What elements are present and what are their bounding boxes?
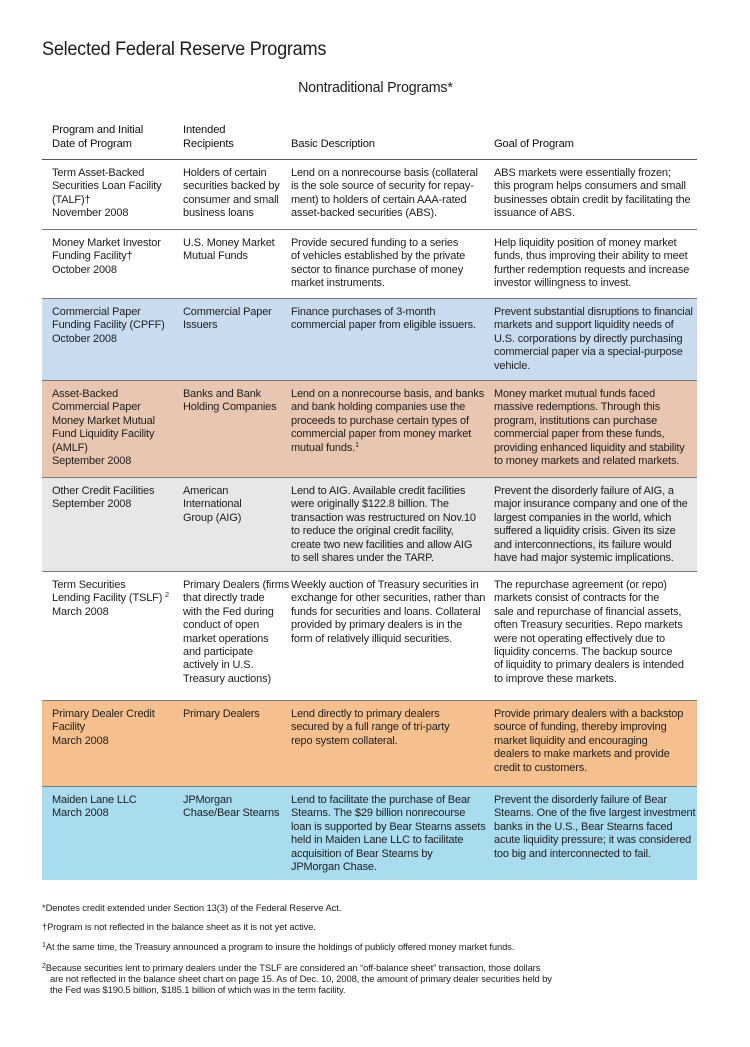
program-line: March 2008	[52, 734, 109, 747]
description-line: asset-backed securities (ABS).	[291, 207, 437, 220]
goal-line: credit to customers.	[494, 761, 587, 774]
program-line: October 2008	[52, 332, 117, 345]
table-row	[42, 230, 697, 299]
program-cell	[42, 708, 174, 786]
description-line: mutual funds.$^1$	[291, 441, 359, 454]
goal-line: The repurchase agreement (or repo)	[494, 579, 667, 591]
table-row	[42, 381, 697, 478]
goal-line: liquidity concerns. The backup source	[494, 646, 673, 659]
footnote-line	[42, 973, 722, 984]
recipients-cell	[174, 485, 282, 571]
program-line: Facility	[52, 721, 86, 734]
footnote-text: Denotes credit extended under Section 13(3) of the Federal Reserve Act.	[45, 902, 342, 913]
goal-line: providing enhanced liquidity and stability	[494, 441, 685, 454]
footnote-text: Because securities lent to primary dealers under the TSLF are considered an “off-balance sheet” transaction, those dollars	[45, 961, 541, 973]
description-cell	[282, 388, 485, 477]
program-line: September 2008	[52, 498, 132, 511]
description-line: Lend on a nonrecourse basis, and banks	[291, 388, 485, 400]
description-line: Lend to AIG. Available credit facilities	[291, 485, 466, 497]
program-line: (TALF)†	[52, 193, 91, 206]
description-line: secured by a full range of tri-party	[291, 721, 450, 734]
goal-cell	[485, 237, 697, 298]
goal-line: vehicle.	[494, 359, 531, 372]
description-cell	[282, 306, 485, 380]
goal-line: Prevent the disorderly failure of Bear	[494, 794, 667, 806]
table-title-text: Nontraditional Programs*	[297, 79, 453, 96]
header-recipients-line: Recipients	[183, 137, 234, 150]
goal-line: Money market mutual funds faced	[494, 388, 656, 400]
goal-line: program, institutions can purchase	[494, 414, 658, 427]
recipients-line: International	[183, 498, 242, 511]
description-line: funds for securities and loans. Collateral	[291, 605, 481, 618]
recipients-line: Treasury auctions)	[183, 672, 271, 685]
footnote-text: Program is not reflected in the balance sheet as it is not yet active.	[47, 921, 316, 933]
recipients-line: and participate	[183, 646, 253, 659]
footnote-line	[42, 902, 722, 913]
goal-line: banks in the U.S., Bear Stearns faced	[494, 820, 673, 833]
program-line: Commercial Paper	[52, 306, 141, 318]
table-title	[0, 79, 750, 96]
program-line: Commercial Paper	[52, 401, 141, 414]
program-cell	[42, 794, 174, 880]
program-cell	[42, 388, 174, 477]
goal-line: commercial paper from these funds,	[494, 428, 665, 441]
goal-line: major insurance company and one of the	[494, 498, 688, 511]
description-line: commercial paper from money market	[291, 428, 472, 441]
goal-line: acute liquidity pressure; it was considered	[494, 834, 692, 847]
recipients-line: conduct of open	[183, 619, 260, 632]
goal-line: markets consist of contracts for the	[494, 592, 660, 605]
footnote-text: the Fed was $190.5 billion, $185.1 billion of which was in the term facility.	[50, 984, 346, 996]
header-program	[42, 124, 174, 159]
recipients-line: Issuers	[183, 319, 218, 332]
recipients-line: business loans	[183, 207, 254, 220]
description-line: proceeds to purchase certain types of	[291, 414, 469, 427]
description-line: to reduce the original credit facility,	[291, 525, 454, 538]
recipients-cell	[174, 708, 282, 786]
footnote-line	[42, 984, 722, 995]
description-line: Provide secured funding to a series	[291, 237, 459, 249]
goal-line: this program helps consumers and small	[494, 180, 686, 193]
recipients-line: Primary Dealers	[183, 708, 260, 720]
program-line: Fund Liquidity Facility	[52, 428, 155, 441]
goal-line: Prevent the disorderly failure of AIG, a	[494, 485, 674, 497]
goal-line: Help liquidity position of money market	[494, 237, 677, 249]
description-line: Lend on a nonrecourse basis (collateral	[291, 167, 478, 179]
program-line: Maiden Lane LLC	[52, 794, 137, 806]
recipients-line: actively in U.S.	[183, 659, 254, 672]
program-line: Term Asset-Backed	[52, 167, 145, 179]
table-body	[42, 160, 697, 880]
program-line: October 2008	[52, 263, 117, 276]
goal-line: were not operating effectively due to	[494, 632, 665, 645]
recipients-cell	[174, 306, 282, 380]
goal-line: ABS markets were essentially frozen;	[494, 167, 671, 179]
footnote-line	[42, 940, 722, 952]
footnote-line	[42, 961, 722, 973]
description-line: sector to finance purchase of money	[291, 263, 464, 276]
goal-line: of liquidity to primary dealers is intended	[494, 659, 684, 672]
recipients-line: securities backed by	[183, 180, 280, 193]
description-line: repo system collateral.	[291, 734, 398, 747]
goal-line: to money markets and related markets.	[494, 455, 680, 468]
goal-cell	[485, 794, 697, 880]
recipients-line: Holding Companies	[183, 401, 277, 414]
table-header-row	[42, 113, 697, 160]
description-line: transaction was restructured on Nov.10	[291, 511, 476, 524]
goal-line: dealers to make markets and provide	[494, 748, 670, 761]
program-line: Funding Facility†	[52, 250, 133, 263]
recipients-line: Commercial Paper	[183, 306, 272, 318]
description-line: Finance purchases of 3-month	[291, 306, 436, 318]
program-line: March 2008	[52, 807, 109, 820]
description-line: ment) to holders of certain AAA-rated	[291, 193, 467, 206]
goal-cell	[485, 388, 697, 477]
program-cell	[42, 237, 174, 298]
footnote-mark: *	[42, 902, 46, 913]
recipients-line: Group (AIG)	[183, 511, 242, 524]
goal-line: massive redemptions. Through this	[494, 401, 661, 414]
description-cell	[282, 794, 485, 880]
goal-line: have had major systemic implications.	[494, 552, 674, 565]
goal-cell	[485, 306, 697, 380]
program-cell	[42, 579, 174, 700]
footnote-ref: 2	[165, 592, 169, 600]
header-goal-line: Goal of Program	[494, 137, 574, 150]
program-line: March 2008	[52, 605, 109, 618]
goal-line: investor willingness to invest.	[494, 277, 632, 290]
description-line: held in Maiden Lane LLC to facilitate	[291, 834, 464, 847]
recipients-line: American	[183, 485, 229, 497]
page-title: Selected Federal Reserve Programs	[42, 38, 327, 60]
recipients-line: Primary Dealers (firms	[183, 579, 290, 591]
header-program-line: Date of Program	[52, 137, 132, 150]
program-line: Money Market Investor	[52, 237, 161, 249]
footnote-ref: 1	[355, 441, 359, 449]
recipients-line: Banks and Bank	[183, 388, 262, 400]
recipients-line: consumer and small	[183, 193, 279, 206]
description-line: is the sole source of security for repay-	[291, 180, 474, 193]
description-line: Lend directly to primary dealers	[291, 708, 440, 720]
description-cell	[282, 579, 485, 700]
description-line: Stearns. The $29 billion nonrecourse	[291, 807, 466, 820]
goal-line: commercial paper via a special-purpose	[494, 346, 683, 359]
goal-cell	[485, 167, 697, 229]
recipients-cell	[174, 794, 282, 880]
description-line: provided by primary dealers is in the	[291, 619, 463, 632]
goal-line: Prevent substantial disruptions to financial	[494, 306, 693, 318]
description-line: Weekly auction of Treasury securities in	[291, 579, 479, 591]
goal-line: suffered a liquidity crisis. Given its size	[494, 525, 676, 538]
header-goal	[485, 138, 697, 159]
table-row	[42, 299, 697, 381]
recipients-line: Mutual Funds	[183, 250, 248, 263]
description-line: were originally $122.8 billion. The	[291, 498, 449, 511]
footnote	[42, 902, 722, 913]
goal-line: market liquidity and encouraging	[494, 734, 648, 747]
goal-line: U.S. corporations by directly purchasing	[494, 332, 683, 345]
goal-cell	[485, 708, 697, 786]
description-cell	[282, 237, 485, 298]
footnote-line	[42, 921, 722, 932]
description-line: of vehicles established by the private	[291, 250, 466, 263]
description-line: market instruments.	[291, 277, 385, 290]
footnote	[42, 961, 722, 996]
program-line: Other Credit Facilities	[52, 485, 155, 497]
program-line: November 2008	[52, 207, 129, 220]
program-line: Securities Loan Facility	[52, 180, 162, 193]
program-cell	[42, 485, 174, 571]
goal-line: issuance of ABS.	[494, 207, 575, 220]
goal-line: largest companies in the world, which	[494, 511, 672, 524]
description-line: Lend to facilitate the purchase of Bear	[291, 794, 471, 806]
description-cell	[282, 167, 485, 229]
goal-line: businesses obtain credit by facilitating the	[494, 193, 691, 206]
recipients-line: that directly trade	[183, 592, 265, 605]
table-row	[42, 787, 697, 880]
goal-line: to improve these markets.	[494, 672, 617, 685]
description-cell	[282, 708, 485, 786]
footnote-mark: 2	[42, 962, 46, 970]
description-line: form of relatively illiquid securities.	[291, 632, 453, 645]
description-line: loan is supported by Bear Stearns assets	[291, 820, 486, 833]
recipients-cell	[174, 579, 290, 700]
recipients-line: U.S. Money Market	[183, 237, 275, 249]
program-cell	[42, 306, 174, 380]
goal-line: and interconnections, its failure would	[494, 538, 672, 551]
goal-line: Provide primary dealers with a backstop	[494, 708, 684, 720]
goal-line: sale and repurchase of financial assets,	[494, 605, 682, 618]
description-line: exchange for other securities, rather than	[291, 592, 486, 605]
goal-line: Stearns. One of the five largest investment	[494, 807, 696, 820]
program-line: Term Securities	[52, 579, 126, 591]
goal-line: funds, thus improving their ability to meet	[494, 250, 688, 263]
goal-line: markets and support liquidity needs of	[494, 319, 674, 332]
program-line: Funding Facility (CPFF)	[52, 319, 165, 332]
table-row	[42, 160, 697, 230]
program-line: Lending Facility (TSLF) $^2$	[52, 592, 169, 605]
program-line: Money Market Mutual	[52, 414, 155, 427]
goal-line: often Treasury securities. Repo markets	[494, 619, 683, 632]
recipients-line: Chase/Bear Stearns	[183, 807, 280, 820]
recipients-line: Holders of certain	[183, 167, 267, 179]
program-line: September 2008	[52, 455, 132, 468]
description-line: JPMorgan Chase.	[291, 861, 377, 874]
footnote-text: are not reflected in the balance sheet chart on page 15. As of Dec. 10, 2008, the amount of primary dealer securities held by	[50, 972, 552, 984]
goal-line: source of funding, thereby improving	[494, 721, 667, 734]
program-line: Primary Dealer Credit	[52, 708, 155, 720]
goal-cell	[485, 579, 697, 700]
recipients-cell	[174, 237, 282, 298]
table-row	[42, 572, 697, 701]
footnotes	[42, 902, 722, 1003]
footnote	[42, 940, 722, 952]
description-cell	[282, 485, 485, 571]
goal-cell	[485, 485, 697, 571]
goal-line: further redemption requests and increase	[494, 263, 690, 276]
recipients-line: market operations	[183, 632, 269, 645]
header-description	[282, 138, 485, 159]
footnote-mark: 1	[42, 942, 46, 950]
recipients-cell	[174, 388, 282, 477]
recipients-line: JPMorgan	[183, 794, 232, 806]
header-recipients	[174, 124, 282, 159]
header-description-line: Basic Description	[291, 137, 375, 150]
table-row	[42, 478, 697, 572]
footnote	[42, 921, 722, 932]
goal-line: too big and interconnected to fail.	[494, 847, 651, 860]
header-program-line: Program and Initial	[52, 124, 144, 137]
description-line: to sell shares under the TARP.	[291, 552, 434, 565]
programs-table	[42, 113, 697, 880]
footnote-mark: †	[42, 921, 48, 933]
description-line: acquisition of Bear Stearns by	[291, 847, 433, 860]
footnote-text: At the same time, the Treasury announced a program to insure the holdings of publicly offered money market funds.	[45, 941, 515, 953]
table-row	[42, 701, 697, 787]
description-line: create two new facilities and allow AIG	[291, 538, 473, 551]
description-line: commercial paper from eligible issuers.	[291, 319, 476, 332]
recipients-line: with the Fed during	[183, 605, 274, 618]
recipients-cell	[174, 167, 282, 229]
program-line: (AMLF)	[52, 441, 88, 454]
program-cell	[42, 167, 174, 229]
description-line: and bank holding companies use the	[291, 401, 466, 414]
header-recipients-line: Intended	[183, 124, 226, 137]
program-line: Asset-Backed	[52, 388, 119, 400]
